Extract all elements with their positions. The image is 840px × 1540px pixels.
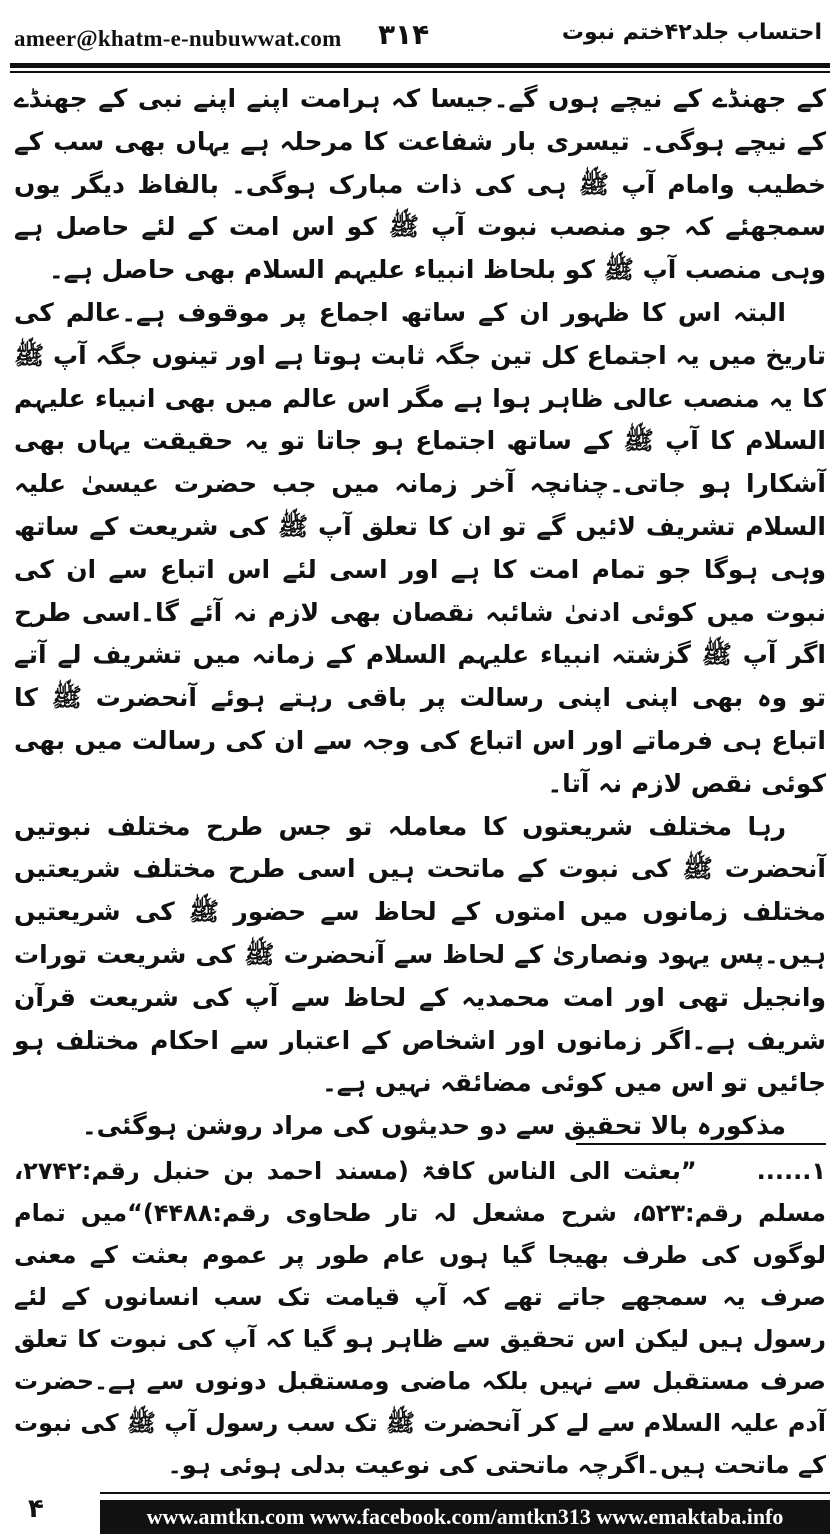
footer-page-marker: ۴: [28, 1494, 44, 1524]
paragraph-4: مذکورہ بالا تحقیق سے دو حدیثوں کی مراد روشن ہوگئی۔: [82, 1111, 786, 1141]
footnote-separator: [576, 1143, 826, 1145]
header-rule-thin: [10, 71, 830, 73]
footnote: [14, 1150, 826, 1486]
main-text: [14, 78, 826, 1148]
book-title: احتساب جلد۴۲ختم نبوت: [561, 20, 822, 45]
paragraph-1: کے جھنڈے کے نیچے ہوں گے۔جیسا کہ ہرامت اپنے اپنے نبی کے جھنڈے کے نیچے ہوگی۔ تیسری بار شفاعت کا مرحلہ ہے یہاں بھی سب کے خطیب وامام آپ ﷺ ہی کی ذات مبارک ہوگی۔ بالفاظ دیگر یوں سمجھئے کہ جو منصب نبوت آپ ﷺ کو اس امت کے لئے حاصل ہے وہی منصب آپ ﷺ کو بلحاظ انبیاء علیہم السلام بھی حاصل ہے۔: [14, 84, 826, 285]
paragraph-2: البتہ اس کا ظہور ان کے ساتھ اجماع پر موقوف ہے۔عالم کی تاریخ میں یہ اجتماع کل تین جگہ ثابت ہوتا ہے اور تینوں جگہ آپ ﷺ کا یہ منصب عالی ظاہر ہوا ہے مگر اس عالم میں بھی انبیاء علیہم السلام کا آپ ﷺ کے ساتھ اجتماع ہو جاتا تو یہ حقیقت یہاں بھی آشکارا ہو جاتی۔چنانچہ آخر زمانہ میں جب حضرت عیسیٰ علیہ السلام تشریف لائیں گے تو ان کا تعلق آپ ﷺ کی شریعت کے ساتھ وہی ہوگا جو تمام امت کا ہے اور اسی لئے اس اتباع سے ان کی نبوت میں کوئی ادنیٰ شائبہ نقصان بھی لازم نہ آئے گا۔اسی طرح اگر آپ ﷺ گزشتہ انبیاء علیہم السلام کے زمانہ میں تشریف لے آتے تو وہ بھی اپنی اپنی رسالت پر باقی رہتے ہوئے آنحضرت ﷺ کا اتباع ہی فرماتے اور اس اتباع کی وجہ سے ان کی رسالت میں بھی کوئی نقص لازم نہ آتا۔: [14, 297, 826, 798]
page-header: [0, 0, 840, 64]
header-email: ameer@khatm-e-nubuwwat.com: [14, 26, 342, 51]
footnote-text: ”بعثت الی الناس کافۃ (مسند احمد بن حنبل رقم:۲۷۴۲، مسلم رقم:۵۲۳، شرح مشعل لہ تار طحاوی رقم:۴۴۸۸)“میں تمام لوگوں کی طرف بھیجا گیا ہوں عام طور پر عموم بعثت کے معنی صرف یہ سمجھے جاتے تھے کہ آپ قیامت تک سب انسانوں کے لئے رسول ہیں لیکن اس تحقیق سے ظاہر ہو گیا کہ آپ کی نبوت کا تعلق صرف مستقبل سے نہیں بلکہ ماضی ومستقبل دونوں سے ہے۔حضرت آدم علیہ السلام سے لے کر آنحضرت ﷺ تک سب رسول آپ ﷺ کی نبوت کے ماتحت ہیں۔اگرچہ ماتحتی کی نوعیت بدلی ہوئی ہو۔: [14, 1157, 826, 1479]
footer-urls: www.amtkn.com www.facebook.com/amtkn313 www.emaktaba.info: [146, 1504, 784, 1529]
page-footer: [0, 1490, 840, 1540]
page-number: ۳۱۴: [378, 18, 430, 51]
footer-band: [100, 1500, 830, 1534]
header-rule-thick: [10, 63, 830, 68]
footnote-marker: ۱......: [756, 1157, 826, 1185]
footer-rule: [100, 1492, 830, 1494]
paragraph-3: رہا مختلف شریعتوں کا معاملہ تو جس طرح مختلف نبوتیں آنحضرت ﷺ کی نبوت کے ماتحت ہیں اسی طرح مختلف شریعتیں مختلف زمانوں میں امتوں کے لحاظ سے حضور ﷺ کی شریعتیں ہیں۔پس یہود ونصاریٰ کے لحاظ سے آنحضرت ﷺ کی شریعت تورات وانجیل تھی اور امت محمدیہ کے لحاظ سے آپ کی شریعت قرآن شریف ہے۔اگر زمانوں اور اشخاص کے اعتبار سے احکام مختلف ہو جائیں تو اس میں کوئی مضائقہ نہیں ہے۔: [14, 811, 826, 1098]
